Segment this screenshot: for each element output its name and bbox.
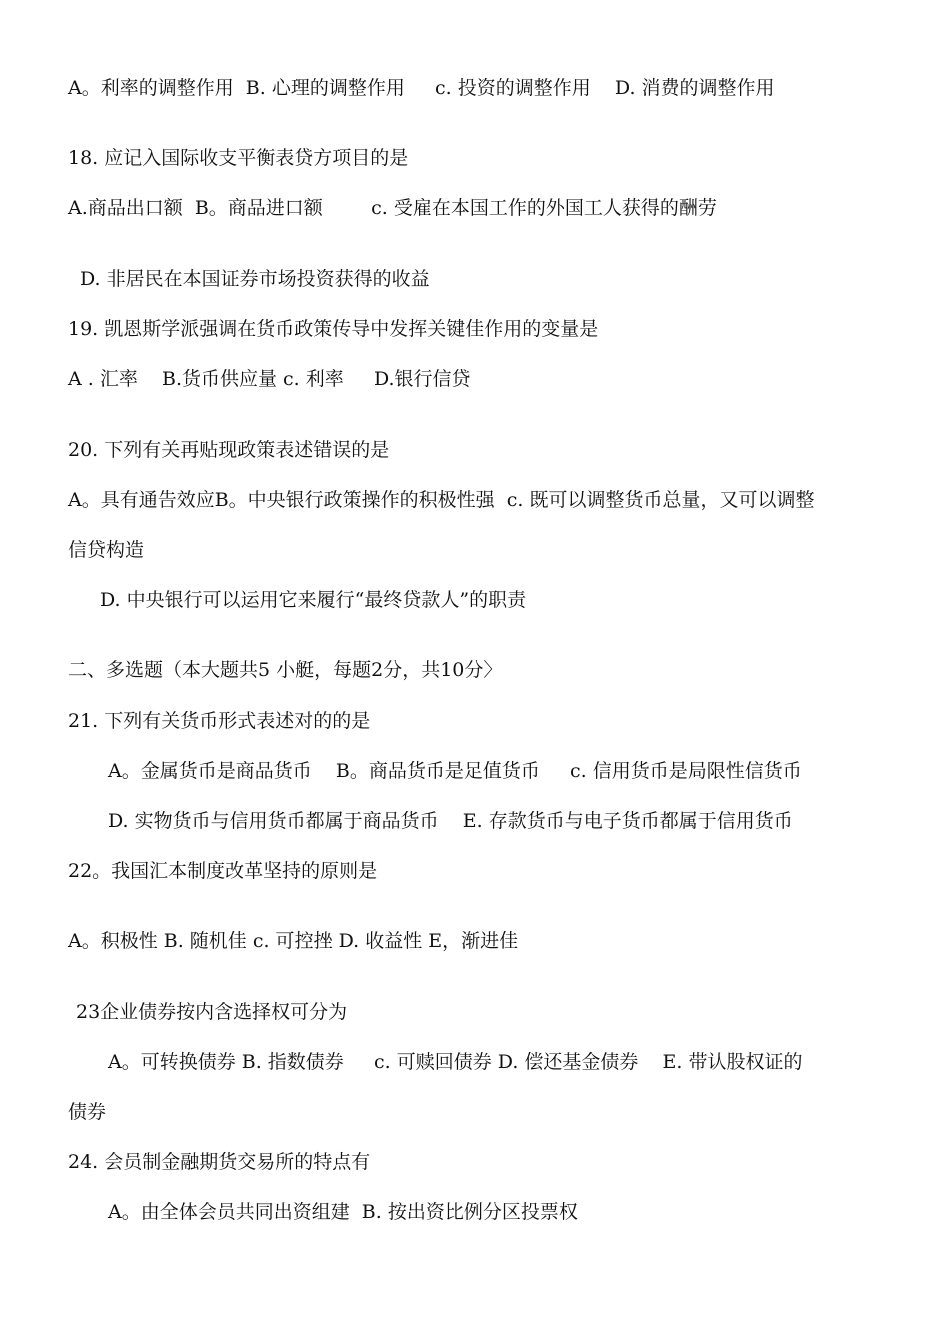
q20-options-line2: 信贷构造: [68, 539, 145, 561]
q22-question: 22。我国汇本制度改革坚持的原则是: [68, 860, 378, 882]
q24-options-line1: A。由全体会员共同出资组建 B. 按出资比例分区投票权: [108, 1201, 578, 1223]
q19-options: A . 汇率 B.货币供应量 c. 利率 D.银行信贷: [68, 368, 471, 390]
q23-question: 23企业债券按内含选择权可分为: [76, 1001, 348, 1023]
q20-options-line1: A。具有通告效应B。中央银行政策操作的积极性强 c. 既可以调整货币总量，又可以调整: [68, 489, 815, 511]
q21-options-line1: A。金属货币是商品货币 B。商品货币是足值货币 c. 信用货币是局限性信货币: [108, 760, 802, 782]
q20-question: 20. 下列有关再贴现政策表述错误的是: [68, 439, 390, 461]
section-heading: 二、多选题（本大题共5 小艇，每题2分，共10分〉: [68, 659, 503, 681]
q17-options: A。利率的调整作用 B. 心理的调整作用 c. 投资的调整作用 D. 消费的调整作用: [68, 77, 775, 99]
q20-options-line3: D. 中央银行可以运用它来履行“最终贷款人”的职责: [100, 589, 527, 611]
q18-question: 18. 应记入国际收支平衡表贷方项目的是: [68, 147, 409, 169]
q23-options-line2: 债券: [68, 1101, 107, 1123]
q21-options-line2: D. 实物货币与信用货币都属于商品货币 E. 存款货币与电子货币都属于信用货币: [108, 810, 793, 832]
q19-question: 19. 凯恩斯学派强调在货币政策传导中发挥关键佳作用的变量是: [68, 318, 599, 340]
q18-options-line2: D. 非居民在本国证券市场投资获得的收益: [80, 268, 430, 290]
q23-options-line1: A。可转换债券 B. 指数债券 c. 可赎回债券 D. 偿还基金债券 E. 带认股权证的: [108, 1051, 803, 1073]
q24-question: 24. 会员制金融期货交易所的特点有: [68, 1151, 371, 1173]
q22-options: A。积极性 B. 随机佳 c. 可控挫 D. 收益性 E，渐进佳: [68, 930, 519, 952]
q21-question: 21. 下列有关货币形式表述对的的是: [68, 710, 371, 732]
q18-options-line1: A.商品出口额 B。商品进口额 c. 受雇在本国工作的外国工人获得的酬劳: [68, 197, 717, 219]
